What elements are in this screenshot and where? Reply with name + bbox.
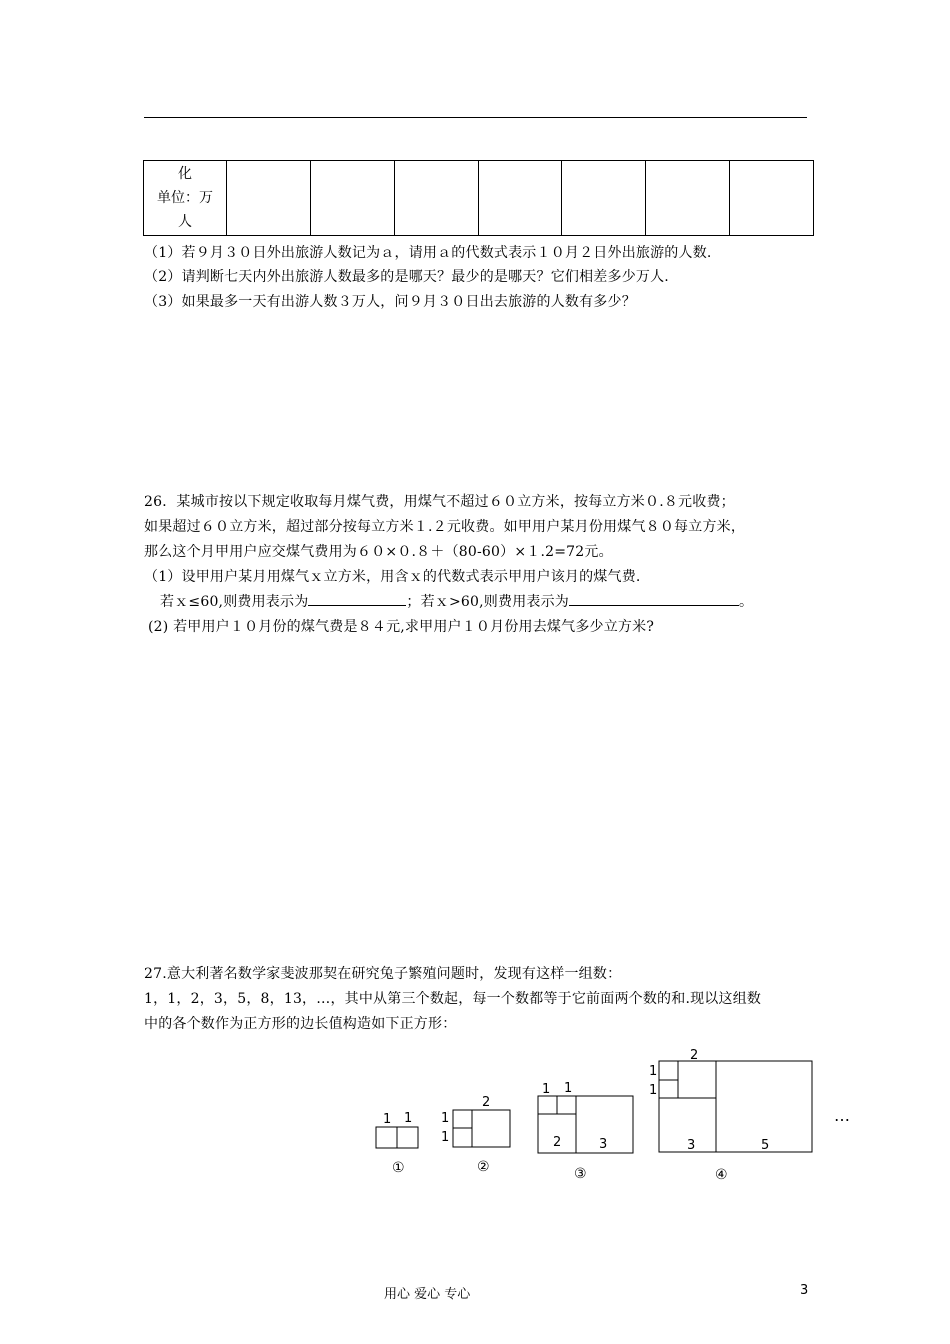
figure-1 (376, 1111, 418, 1176)
answer-blank-1[interactable] (308, 591, 406, 606)
figure-3-caption: ③ (574, 1166, 587, 1182)
table-cell (478, 161, 562, 236)
table-header-line-3: 人 (178, 214, 192, 230)
figure-4-label-1b: 1 (649, 1083, 658, 1098)
q25-part1: （1）若９月３０日外出旅游人数记为ａ，请用ａ的代数式表示１０月２日外出旅游的人数. (144, 245, 712, 261)
figure-1-label-a: 1 (383, 1112, 392, 1127)
tourism-table-fragment (143, 160, 814, 236)
figure-2-label-1a: 1 (441, 1111, 450, 1126)
figure-2-caption: ② (477, 1159, 490, 1175)
figure-3-label-2: 2 (553, 1135, 562, 1150)
table-cell (394, 161, 478, 236)
table-cell (562, 161, 646, 236)
table-cell (227, 161, 311, 236)
figure-4-label-3: 3 (687, 1138, 696, 1153)
q26-line3: 那么这个月甲用户应交煤气费用为６０×０.８＋（80-60）×１.2=72元。 (144, 544, 613, 560)
figure-4-caption: ④ (715, 1167, 728, 1183)
figure-4-label-1a: 1 (649, 1064, 658, 1079)
figure-2 (441, 1095, 510, 1175)
q26-blank1-prefix: 若ｘ≤60,则费用表示为 (160, 594, 309, 610)
q26-line2: 如果超过６０立方米，超过部分按每立方米１.２元收费。如甲用户某月份用煤气８０每立方米， (144, 519, 746, 535)
table-header-line-2: 单位：万 (157, 190, 213, 206)
q26-blank2-prefix: ；若ｘ>60,则费用表示为 (406, 594, 570, 610)
q26-blank-end: 。 (739, 594, 754, 610)
figure-2-label-2: 2 (482, 1095, 491, 1110)
q26-part1: （1）设甲用户某月用煤气ｘ立方米，用含ｘ的代数式表示甲用户该月的煤气费. (144, 569, 641, 585)
q27-line3: 中的各个数作为正方形的边长值构造如下正方形： (144, 1016, 457, 1032)
square-1a (376, 1127, 397, 1148)
figure-3-label-1a: 1 (542, 1082, 551, 1097)
table-header-line-1: 化 (178, 166, 192, 182)
page-number: 3 (800, 1283, 809, 1298)
ellipsis: … (834, 1106, 850, 1125)
footer-motto: 用心 爱心 专心 (384, 1287, 471, 1302)
figure-4-label-2: 2 (690, 1048, 699, 1063)
q27-line1: 27.意大利著名数学家斐波那契在研究兔子繁殖问题时，发现有这样一组数： (144, 966, 622, 982)
figure-3 (538, 1081, 633, 1182)
header-rule (144, 117, 807, 118)
figure-4 (649, 1048, 812, 1183)
figure-3-label-3: 3 (599, 1137, 608, 1152)
q26-line1: 26．某城市按以下规定收取每月煤气费，用煤气不超过６０立方米，按每立方米０.８元收费； (144, 494, 735, 510)
figure-3-label-1b: 1 (564, 1081, 573, 1096)
table-cell (310, 161, 394, 236)
figure-1-caption: ① (392, 1160, 405, 1176)
answer-blank-2[interactable] (569, 591, 739, 606)
table-cell (646, 161, 730, 236)
figure-4-outer (659, 1061, 812, 1152)
figure-4-label-5: 5 (761, 1138, 770, 1153)
table-row-header-cell (144, 161, 227, 236)
q26-part2: (2) 若甲用户１０月份的煤气费是８４元,求甲用户１０月份用去煤气多少立方米? (148, 619, 655, 635)
q26-part1-blanks (160, 591, 753, 611)
figure-2-label-1b: 1 (441, 1130, 450, 1145)
table-cell (730, 161, 814, 236)
fibonacci-squares-figure (360, 1040, 860, 1190)
square-1b (397, 1127, 418, 1148)
q25-part2: （2）请判断七天内外出旅游人数最多的是哪天？最少的是哪天？它们相差多少万人. (144, 269, 669, 285)
q27-line2: 1，1，2，3，5，8，13，…，其中从第三个数起，每一个数都等于它前面两个数的和.现以这组数 (144, 991, 762, 1007)
figure-1-label-b: 1 (404, 1111, 413, 1126)
q25-part3: （3）如果最多一天有出游人数３万人，问９月３０日出去旅游的人数有多少？ (144, 294, 636, 310)
